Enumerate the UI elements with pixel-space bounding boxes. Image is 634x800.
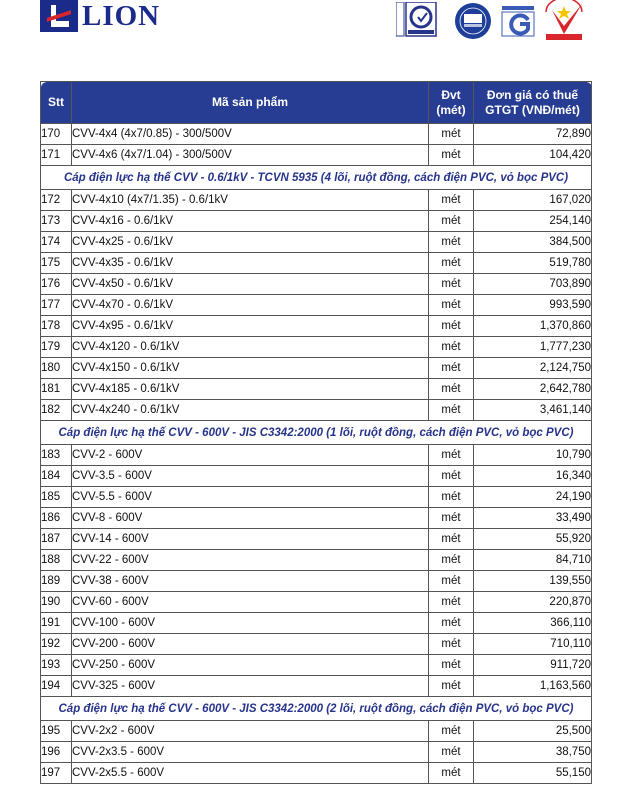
table-row: 175 CVV-4x35 - 0.6/1kV mét 519,780 — [41, 253, 592, 274]
table-row: 195 CVV-2x2 - 600V mét 25,500 — [41, 721, 592, 742]
table-row: 186 CVV-8 - 600V mét 33,490 — [41, 508, 592, 529]
section-heading: Cáp điện lực hạ thế CVV - 600V - JIS C3342:2000 (1 lõi, ruột đồng, cách điện PVC, vỏ bọc PVC) — [41, 421, 592, 445]
table-row: 185 CVV-5.5 - 600V mét 24,190 — [41, 487, 592, 508]
table-row: 173 CVV-4x16 - 0.6/1kV mét 254,140 — [41, 211, 592, 232]
section-heading: Cáp điện lực hạ thế CVV - 600V - JIS C3342:2000 (2 lõi, ruột đồng, cách điện PVC, vỏ bọc PVC) — [41, 697, 592, 721]
tuv-cert-icon — [454, 2, 492, 40]
section-heading: Cáp điện lực hạ thế CVV - 0.6/1kV - TCVN 5935 (4 lõi, ruột đồng, cách điện PVC, vỏ bọc PVC) — [41, 166, 592, 190]
table-row: 174 CVV-4x25 - 0.6/1kV mét 384,500 — [41, 232, 592, 253]
header-stt: Stt — [41, 82, 72, 124]
quality-q-cert-icon — [396, 2, 442, 38]
table-row: 184 CVV-3.5 - 600V mét 16,340 — [41, 466, 592, 487]
table-row: 194 CVV-325 - 600V mét 1,163,560 — [41, 676, 592, 697]
table-row: 172 CVV-4x10 (4x7/1.35) - 0.6/1kV mét 167,020 — [41, 190, 592, 211]
hang-viet-nam-chat-luong-cao-icon — [542, 0, 586, 42]
brand-name: LION — [82, 0, 161, 32]
table-row: 183 CVV-2 - 600V mét 10,790 — [41, 445, 592, 466]
certification-badges — [396, 0, 586, 44]
table-row: 182 CVV-4x240 - 0.6/1kV mét 3,461,140 — [41, 400, 592, 421]
table-header-row — [41, 82, 592, 124]
table-row: 187 CVV-14 - 600V mét 55,920 — [41, 529, 592, 550]
header-product: Mã sản phẩm — [72, 82, 429, 124]
table-row: 181 CVV-4x185 - 0.6/1kV mét 2,642,780 — [41, 379, 592, 400]
section-heading-row — [41, 166, 592, 190]
table-row: 180 CVV-4x150 - 0.6/1kV mét 2,124,750 — [41, 358, 592, 379]
table-row: 178 CVV-4x95 - 0.6/1kV mét 1,370,860 — [41, 316, 592, 337]
table-row: 179 CVV-4x120 - 0.6/1kV mét 1,777,230 — [41, 337, 592, 358]
table-row: 176 CVV-4x50 - 0.6/1kV mét 703,890 — [41, 274, 592, 295]
g-cert-icon — [500, 2, 536, 38]
table-row: 171 CVV-4x6 (4x7/1.04) - 300/500V mét 104,420 — [41, 145, 592, 166]
table-row: 197 CVV-2x5.5 - 600V mét 55,150 — [41, 763, 592, 784]
table-row: 189 CVV-38 - 600V mét 139,550 — [41, 571, 592, 592]
price-table — [40, 81, 592, 784]
table-body — [41, 124, 592, 784]
brand-logo — [40, 0, 160, 32]
table-row: 170 CVV-4x4 (4x7/0.85) - 300/500V mét 72,890 — [41, 124, 592, 145]
table-row: 177 CVV-4x70 - 0.6/1kV mét 993,590 — [41, 295, 592, 316]
table-row: 190 CVV-60 - 600V mét 220,870 — [41, 592, 592, 613]
table-row: 192 CVV-200 - 600V mét 710,110 — [41, 634, 592, 655]
table-row: 188 CVV-22 - 600V mét 84,710 — [41, 550, 592, 571]
header-unit: Đvt (mét) — [429, 82, 474, 124]
table-row: 196 CVV-2x3.5 - 600V mét 38,750 — [41, 742, 592, 763]
section-heading-row — [41, 421, 592, 445]
header-price: Đơn giá có thuế GTGT (VNĐ/mét) — [474, 82, 592, 124]
table-row: 191 CVV-100 - 600V mét 366,110 — [41, 613, 592, 634]
lion-logo-icon — [40, 0, 78, 32]
section-heading-row — [41, 697, 592, 721]
table-row: 193 CVV-250 - 600V mét 911,720 — [41, 655, 592, 676]
